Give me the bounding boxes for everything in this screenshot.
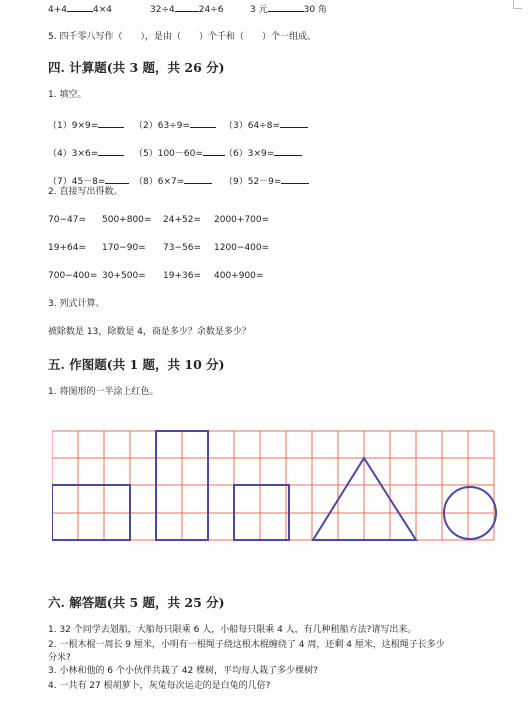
drawing-grid[interactable] [52, 430, 498, 542]
direct-1-3: 24+52= [163, 215, 201, 225]
compare-b-blank[interactable] [175, 2, 199, 12]
section-5-heading: 五. 作图题(共 1 题，共 10 分) [48, 357, 225, 372]
fill-blank-4[interactable] [98, 146, 124, 156]
fill-expr-1: （1）9×9= [48, 121, 99, 131]
fill-expr-4: （4）3×6= [48, 149, 99, 159]
direct-3-4: 400+900= [214, 271, 264, 281]
fill-expr-2: （2）63÷9= [134, 121, 190, 131]
direct-3-1: 700−400= [48, 271, 98, 281]
compare-row-c [250, 2, 327, 16]
compare-b-right: 24÷6 [198, 5, 224, 15]
compare-a-left: 4+4 [48, 5, 67, 15]
section-4-q1-label: 1. 填空。 [48, 90, 87, 100]
section-6-q2-cont: 分米? [48, 653, 71, 663]
fill-blank-7[interactable] [105, 174, 129, 184]
page-corner-mark [513, 0, 522, 9]
compare-a-blank[interactable] [67, 2, 93, 12]
compare-c-right: 30 角 [303, 5, 327, 15]
section-4-q3-label: 3. 列式计算。 [48, 299, 105, 309]
fill-cell-9 [224, 174, 309, 188]
question-5: 5. 四千零八写作（ ），是由（ ）个千和（ ）个一组成。 [48, 32, 316, 42]
direct-2-1: 19+64= [48, 243, 86, 253]
direct-2-4: 1200−400= [214, 243, 270, 253]
fill-blank-5[interactable] [203, 146, 225, 156]
direct-1-2: 500+800= [102, 215, 152, 225]
fill-expr-9: （9）52－9= [224, 177, 282, 187]
fill-cell-6 [224, 146, 302, 160]
compare-c-blank[interactable] [268, 2, 304, 12]
section-5-q1: 1. 将图形的一半涂上红色。 [48, 387, 159, 397]
fill-blank-6[interactable] [274, 146, 302, 156]
fill-cell-1 [48, 118, 124, 132]
direct-3-3: 19+36= [163, 271, 201, 281]
fill-expr-7: （7）45－8= [48, 177, 106, 187]
direct-2-2: 170−90= [102, 243, 146, 253]
direct-2-3: 73−56= [163, 243, 201, 253]
compare-row-b [150, 2, 223, 16]
fill-expr-3: （3）64÷8= [224, 121, 280, 131]
fill-blank-8[interactable] [184, 174, 212, 184]
fill-cell-2 [134, 118, 216, 132]
section-4-q3-text: 被除数是 13，除数是 4，商是多少？余数是多少？ [48, 327, 251, 337]
section-6-heading: 六. 解答题(共 5 题，共 25 分) [48, 595, 225, 610]
fill-cell-5 [134, 146, 225, 160]
fill-blank-2[interactable] [190, 118, 216, 128]
compare-a-right: 4×4 [93, 5, 112, 15]
section-6-q1: 1. 32 个同学去划船，大船每只限乘 6 人，小船每只限乘 4 人，有几种租船方法?请写出来。 [48, 625, 417, 635]
fill-expr-5: （5）100－60= [134, 149, 203, 159]
section-4-heading: 四. 计算题(共 3 题，共 26 分) [48, 60, 225, 75]
section-6-q4: 4. 一共有 27 根胡萝卜，灰兔每次运走的是白兔的几倍? [48, 681, 271, 691]
fill-cell-8 [134, 174, 212, 188]
section-4-q2-label: 2. 直接写出得数。 [48, 187, 123, 197]
section-6-q3: 3. 小林和他的 6 个小伙伴共栽了 42 棵树，平均每人栽了多少棵树? [48, 666, 318, 676]
compare-c-left: 3 元 [250, 5, 268, 15]
section-6-q2: 2. 一根木棍一周长 9 厘米，小明有一根绳子绕这根木棍缠绕了 4 周，还剩 4 厘米，这根绳子长多少 [48, 640, 445, 650]
fill-expr-6: （6）3×9= [224, 149, 275, 159]
fill-blank-1[interactable] [98, 118, 124, 128]
fill-expr-8: （8）6×7= [134, 177, 185, 187]
direct-3-2: 30+500= [102, 271, 146, 281]
compare-b-left: 32÷4 [150, 5, 175, 15]
direct-1-4: 2000+700= [214, 215, 270, 225]
fill-blank-3[interactable] [280, 118, 308, 128]
fill-blank-9[interactable] [281, 174, 309, 184]
compare-row [48, 2, 112, 16]
fill-cell-3 [224, 118, 308, 132]
direct-1-1: 70−47= [48, 215, 86, 225]
fill-cell-4 [48, 146, 124, 160]
